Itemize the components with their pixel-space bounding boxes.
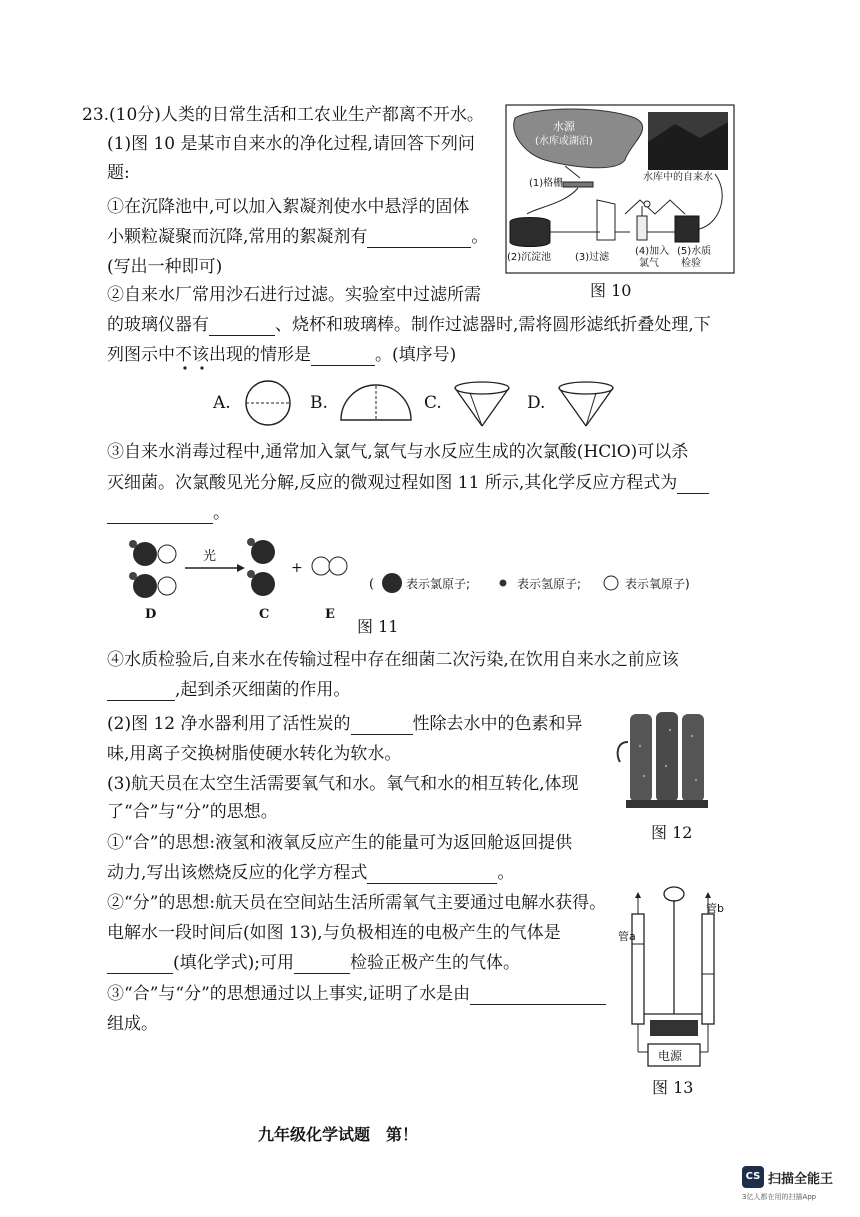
answer-blank-water-composition[interactable] — [470, 986, 606, 1005]
q1-part1-note: (写出一种即可) — [107, 257, 223, 277]
q1-part3-end: 。 — [213, 503, 230, 523]
figure-10-caption: 图 10 — [590, 281, 632, 300]
scanner-app-tagline: 3亿人都在用的扫描App — [742, 1193, 817, 1201]
option-b-semicircle-figure — [338, 383, 414, 423]
q3-part3-end: 组成。 — [107, 1014, 158, 1034]
q3-part2-end: 检验正极产生的气体。 — [350, 953, 520, 973]
fig13-tube-b: 管b — [706, 902, 724, 915]
fig10-step5a: (5)水质 — [677, 246, 712, 257]
fig10-source-sub: (水库或湖泊) — [535, 136, 593, 147]
fig11-legend-cl: 表示氯原子; — [406, 577, 471, 591]
option-d-cone-figure — [556, 380, 616, 428]
page-footer: 九年级化学试题 第！ — [258, 1125, 419, 1144]
q2-line1 — [107, 713, 583, 735]
fig10-step5b: 检验 — [681, 258, 701, 269]
answer-blank-sterilize[interactable] — [107, 682, 175, 701]
q1-part2-text2: 、烧杯和玻璃棒。制作过滤器时,需将圆形滤纸折叠处理,下 — [275, 315, 711, 335]
q3-part2: ②“分”的思想:航天员在空间站生活所需氧气主要通过电解水获得。 — [107, 893, 607, 913]
fig13-tube-a: 管a — [618, 930, 636, 943]
option-c-cone-figure — [452, 380, 512, 428]
q1-part2-text: 的玻璃仪器有 — [107, 315, 209, 335]
fig11-arrow-label: 光 — [203, 549, 217, 564]
q3-part3-text: ③“合”与“分”的思想通过以上事实,证明了水是由 — [107, 984, 471, 1004]
q2-text: (2)图 12 净水器利用了活性炭的 — [107, 714, 351, 734]
q1-part2-text3: 列图示中不该出现的情形是 — [107, 345, 311, 365]
scanner-app-name: 扫描全能王 — [768, 1172, 834, 1187]
q1-part3-line3 — [107, 502, 230, 524]
option-b-label: B. — [310, 393, 328, 413]
q3-part1-line2 — [107, 862, 514, 884]
figure-11-diagram — [125, 528, 745, 628]
fig11-legend-o: 表示氧原子) — [625, 577, 690, 591]
answer-blank-flocculant[interactable] — [367, 229, 471, 248]
fig10-step2: (2)沉淀池 — [507, 252, 552, 263]
fig10-step3: (3)过滤 — [575, 252, 610, 263]
fig10-step4b: 氯气 — [639, 258, 659, 269]
q1-part1-end: 。 — [471, 227, 489, 247]
q3-part2-line2: 电解水一段时间后(如图 13),与负极相连的电极产生的气体是 — [107, 923, 561, 943]
q3-part2-text: (填化学式);可用 — [173, 953, 294, 973]
fig11-legend-h: 表示氢原子; — [517, 577, 582, 591]
scanner-logo-icon: CS — [742, 1166, 764, 1188]
q1-part4-end: ,起到杀灭细菌的作用。 — [175, 680, 351, 700]
q1-part1-text: 小颗粒凝聚而沉降,常用的絮凝剂有 — [107, 227, 368, 247]
q3-part1: ①“合”的思想:液氢和液氧反应产生的能量可为返回舱返回提供 — [107, 833, 573, 853]
fig13-power-label: 电源 — [658, 1049, 683, 1063]
figure-12-water-purifier — [610, 706, 720, 816]
fig11-legend-open: ( — [369, 577, 375, 592]
q3-line1: (3)航天员在太空生活需要氧气和水。氧气和水的相互转化,体现 — [107, 774, 579, 794]
q1-intro-cont: 题: — [107, 163, 130, 183]
answer-blank-filter-option[interactable] — [311, 347, 375, 366]
q1-part1-line2 — [107, 226, 488, 248]
q2-line2: 味,用离子交换树脂使硬水转化为软水。 — [107, 744, 402, 764]
figure-13-electrolysis-apparatus — [618, 884, 730, 1074]
scanner-watermark-badge — [742, 1166, 852, 1206]
q1-part3-line2 — [107, 472, 709, 494]
fig10-step1: (1)格栅 — [529, 178, 564, 189]
q3-part3 — [107, 983, 606, 1005]
q3-part1-end: 。 — [497, 863, 515, 883]
q3-part1-text: 动力,写出该燃烧反应的化学方程式 — [107, 863, 368, 883]
emphasis-dots — [180, 364, 230, 372]
fig10-step4a: (4)加入 — [635, 246, 670, 257]
fig10-source-label: 水源 — [553, 120, 575, 133]
figure-12-caption: 图 12 — [651, 823, 693, 842]
option-d-label: D. — [527, 393, 546, 413]
answer-blank-equation-start[interactable] — [677, 475, 709, 494]
q1-intro: (1)图 10 是某市自来水的净化过程,请回答下列问 — [107, 134, 475, 154]
q1-part1: ①在沉降池中,可以加入絮凝剂使水中悬浮的固体 — [107, 197, 470, 217]
fig11-label-e: E — [325, 607, 335, 622]
fig11-label-d: D — [145, 607, 157, 622]
q3-part2-line3 — [107, 952, 520, 974]
figure-11-caption: 图 11 — [357, 617, 399, 636]
q1-part2-line3 — [107, 344, 456, 366]
fig11-label-c: C — [259, 607, 270, 622]
question-23-title: 23.(10分)人类的日常生活和工农业生产都离不开水。 — [82, 105, 484, 125]
q1-part3: ③自来水消毒过程中,通常加入氯气,氯气与水反应生成的次氯酸(HClO)可以杀 — [107, 442, 689, 462]
q3-line2: 了“合”与“分”的思想。 — [107, 802, 278, 822]
answer-blank-test-method[interactable] — [294, 955, 350, 974]
option-a-circle-figure — [243, 378, 293, 428]
fig11-plus: + — [291, 560, 303, 576]
option-c-label: C. — [424, 393, 442, 413]
answer-blank-glassware[interactable] — [209, 317, 275, 336]
q1-part4: ④水质检验后,自来水在传输过程中存在细菌二次污染,在饮用自来水之前应该 — [107, 650, 679, 670]
q1-part2-end: 。(填序号) — [375, 345, 457, 365]
answer-blank-combustion-equation[interactable] — [367, 865, 497, 884]
option-a-label: A. — [213, 393, 231, 413]
q1-part3-text: 灭细菌。次氯酸见光分解,反应的微观过程如图 11 所示,其化学反应方程式为 — [107, 473, 678, 493]
answer-blank-adsorption[interactable] — [351, 716, 413, 735]
q1-part2: ②自来水厂常用沙石进行过滤。实验室中过滤所需 — [107, 285, 481, 305]
figure-10-diagram — [505, 104, 735, 274]
answer-blank-equation[interactable] — [107, 505, 213, 524]
q1-part4-line2 — [107, 679, 350, 701]
q2-text2: 性除去水中的色素和异 — [412, 714, 583, 734]
fig10-reservoir-label: 水库中的自来水 — [643, 172, 713, 183]
figure-13-caption: 图 13 — [652, 1078, 694, 1097]
answer-blank-gas-formula[interactable] — [107, 955, 173, 974]
q1-part2-line2 — [107, 314, 711, 336]
